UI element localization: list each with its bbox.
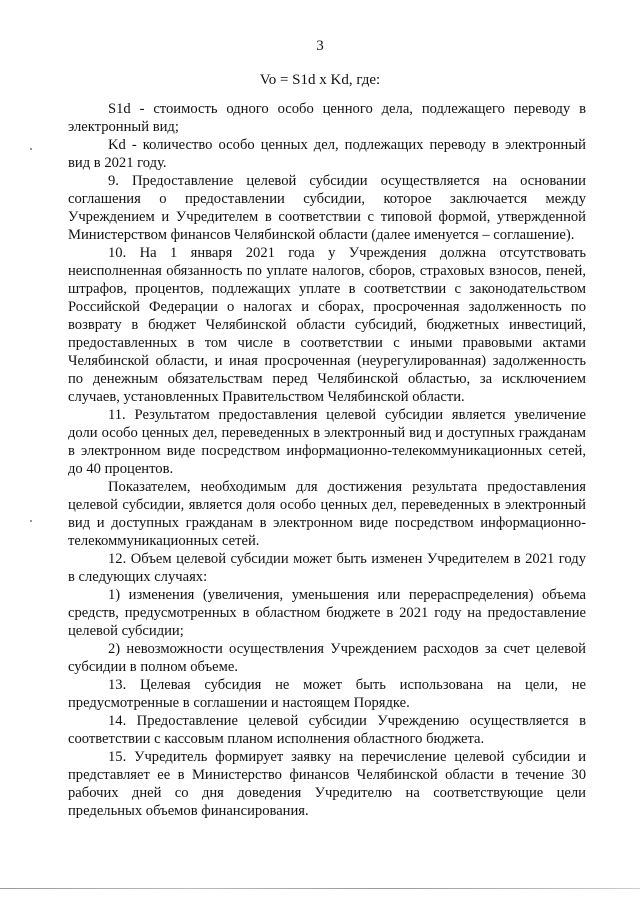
paragraph-10: 10. На 1 января 2021 года у Учреждения должна отсутствовать неисполненная обязанность по уплате налогов, сборов, страховых взносов, пеней, штрафов, процентов, подлежащих уплате в соответствии с законодательством Российской Федерации о налогах и сборах, просроченная задолженность по возврату в бюджет Челябинской области субсидий, бюджетных инвестиций, предоставленных в том числе в соответствии с иными правовыми актами Челябинской области, и иная просроченная (неурегулированная) задолженность по денежным обязательствам перед Челябинской областью, за исключением случаев, установленных Правительством Челябинской области. [68, 245, 586, 405]
paragraph-9: 9. Предоставление целевой субсидии осуществляется на основании соглашения о предоставлении субсидии, которое заключается между Учреждением и Учредителем в соответствии с типовой формой, утвержденной Министерством финансов Челябинской области (далее именуется – соглашение). [68, 173, 586, 243]
paragraph-12: 12. Объем целевой субсидии может быть изменен Учредителем в 2021 году в следующих случаях: [68, 551, 586, 585]
paragraph-11: 11. Результатом предоставления целевой субсидии является увеличение доли особо ценных дел, переведенных в электронный вид и доступных гражданам в электронном виде посредством информационно-телекоммуникационных сетей, до 40 процентов. [68, 407, 586, 477]
formula: Vo = S1d x Kd, где: [259, 72, 381, 88]
scan-speck [30, 520, 32, 522]
paragraph-indicator: Показателем, необходимым для достижения результата предоставления целевой субсидии, является доля особо ценных дел, переведенных в электронный вид и доступных гражданам в электронном виде посредством информационно-телекоммуникационных сетей. [68, 479, 586, 549]
page-number: 3 [316, 38, 324, 54]
paragraph-13: 13. Целевая субсидия не может быть использована на цели, не предусмотренные в соглашении и настоящем Порядке. [68, 677, 586, 711]
scan-speck [30, 148, 32, 150]
paragraph-12-item-1: 1) изменения (увеличения, уменьшения или перераспределения) объема средств, предусмотренных в областном бюджете в 2021 году на предоставление целевой субсидии; [68, 587, 586, 639]
paragraph-s1d: S1d - стоимость одного особо ценного дела, подлежащего переводу в электронный вид; [68, 101, 586, 135]
paragraph-15: 15. Учредитель формирует заявку на перечисление целевой субсидии и представляет ее в Министерство финансов Челябинской области в течение 30 рабочих дней со дня доведения Учредителю на соответствующие цели предельных объемов финансирования. [68, 749, 586, 819]
document-body [68, 100, 586, 820]
paragraph-kd: Kd - количество особо ценных дел, подлежащих переводу в электронный вид в 2021 году. [68, 137, 586, 171]
paragraph-14: 14. Предоставление целевой субсидии Учреждению осуществляется в соответствии с кассовым планом исполнения областного бюджета. [68, 713, 586, 747]
scan-edge-line [0, 888, 640, 889]
paragraph-12-item-2: 2) невозможности осуществления Учреждением расходов за счет целевой субсидии в полном объеме. [68, 641, 586, 675]
